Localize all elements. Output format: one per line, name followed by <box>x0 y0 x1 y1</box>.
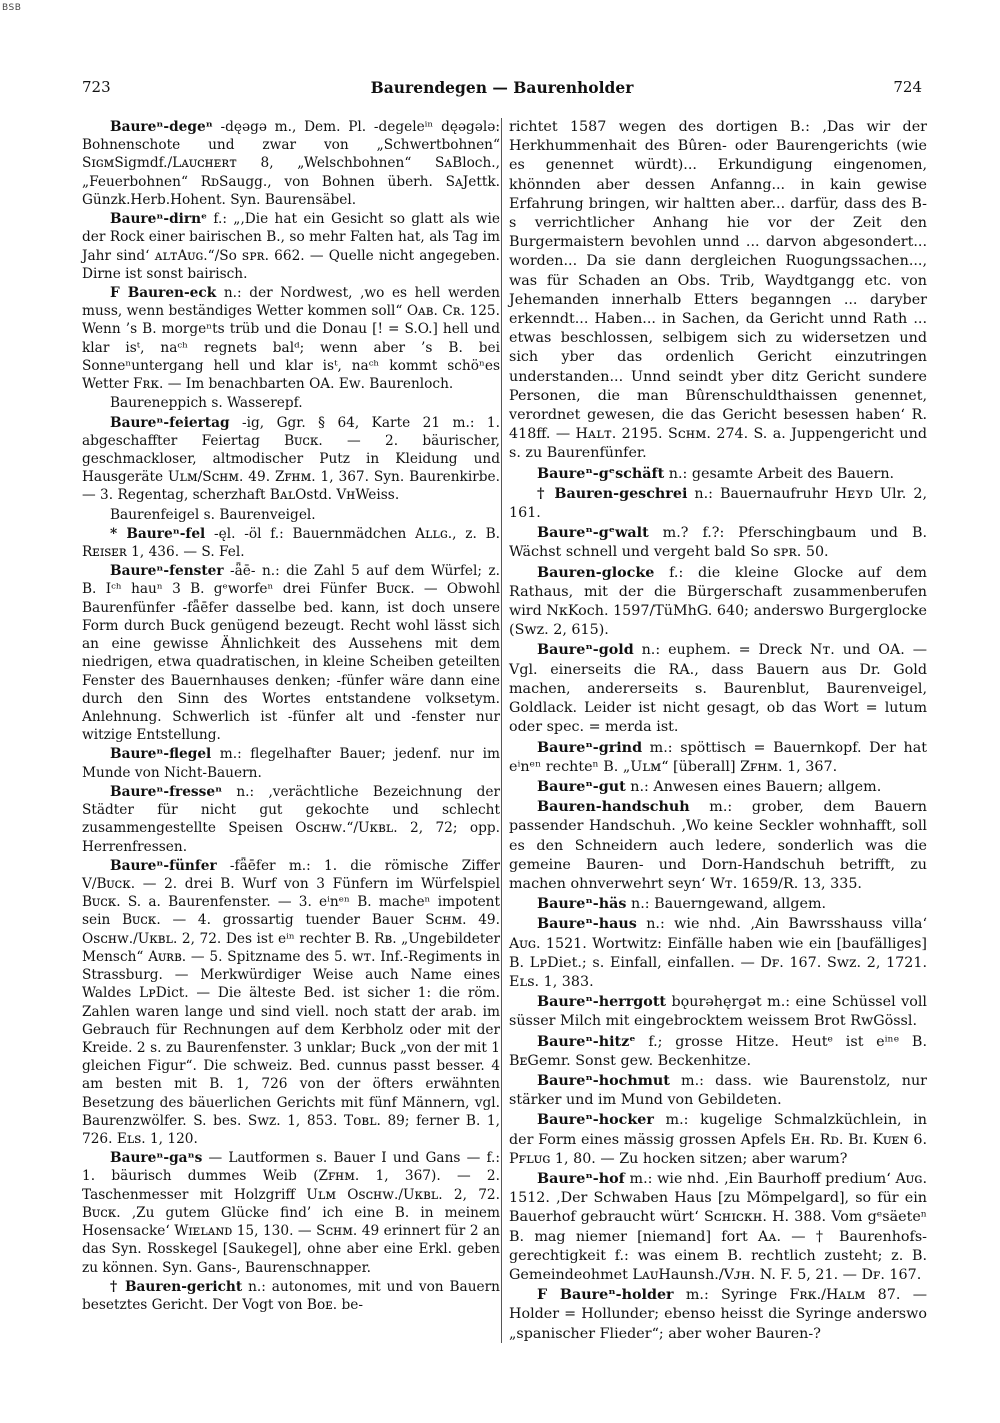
dictionary-entry <box>509 485 927 523</box>
entry-headword: Baureⁿ-fenster <box>110 563 224 580</box>
entry-text: Baureneppich s. Wasserepf. <box>110 395 303 412</box>
entry-text: -dęəgə m., Dem. Pl. -degeleⁱⁿ dęəgələ: Bohnenschote und zwar von „Schwertbohnen“ SɪɢᴍSigmdf./Lᴀᴜᴄʜᴇʀᴛ 8, „Welschbohnen“ SᴀBloch., „Feuerbohnen“ RᴅSaugg., von Bohnen überh. SᴀJettk. Günzk.Herb.Hohent. Syn. Baurensäbel. <box>82 119 500 208</box>
dictionary-entry <box>509 1033 927 1071</box>
dictionary-entry <box>509 1111 927 1169</box>
entry-text: Baurenfeigel s. Baurenveigel. <box>110 506 316 523</box>
entry-text: m.: wie nhd. ‚Ein Baurhoff predium‘ Aᴜɢ. 1512. ‚Der Schwaben Haus [zu Mömpelgard], so für ein Bauerhof gebraucht würt‘ Sᴄʜɪᴄᴋʜ. H. 388. Vom gᵉsäeteⁿ B. mag niemer [niemand] fort Aᴀ. — † Baurenhofs-gerechtigkeit f.: was einem B. rechtlich zusteht; z. B. Gemeindeohmet LᴀᴜHaunsh./Vᴊʜ. N. F. 5, 21. — Dꜰ. 167. <box>509 1170 927 1283</box>
dictionary-entry <box>82 210 500 283</box>
dictionary-entry <box>509 993 927 1031</box>
entry-headword: Baureⁿ-häs <box>537 896 627 913</box>
entry-headword: Baureⁿ-gaⁿs <box>110 1150 203 1167</box>
running-title: Baurendegen — Baurenholder <box>370 78 634 97</box>
entry-headword: Baureⁿ-degeⁿ <box>110 119 213 135</box>
page-number-left: 723 <box>82 78 111 96</box>
entry-headword: Baureⁿ-feiertag <box>110 414 230 431</box>
entry-headword: Baureⁿ-gᵉwalt <box>537 525 649 542</box>
entry-headword: Baureⁿ-hof <box>537 1170 625 1187</box>
dictionary-entry <box>82 857 500 1149</box>
entry-headword: Baureⁿ-dirnᵉ <box>110 211 208 228</box>
entry-text: -ǟē- n.: die Zahl 5 auf dem Würfel; z. B. Iᶜʰ hauⁿ 3 B. gᵉworfeⁿ drei Fünfer Bᴜᴄᴋ. — Obwohl Baurenfünfer -fǟēfer dasselbe bed. kann, ist doch unsere Form durch Buck genügend bezeugt. Recht wohl lässt sich an eine gewisse Ähnlichkeit des Aussehens mit dem niedrigen, etwa quadratischen, in kleine Scheiben geteilten Fenster des Bauernhauses denken; -fünfer wäre dann eine durch den Sinn des Wortes entstandene volksetym. Anlehnung. Schwerlich ist -fünfer alt und -fenster nur witzige Entstellung. <box>82 563 500 744</box>
entry-text: — Lautformen s. Bauer I und Gans — f.: 1. bäurisch dummes Weib (Zꜰʜᴍ. 1, 367). — 2. Taschenmesser mit Holzgriff Uʟᴍ Oꜱᴄʜᴡ./Uᴋʙʟ. 2, 72. Bᴜᴄᴋ. ‚Zu gutem Glücke find’ ich eine B. in meinem Hosensacke‘ Wɪᴇʟᴀɴᴅ 15, 130. — Sᴄʜᴍ. 49 erinnert für 2 an das Syn. Rosskegel [Saukegel], ohne aber eine Erkl. geben zu können. Syn. Gans-, Baurenschnapper. <box>82 1150 500 1276</box>
entry-text: n.: ‚verächtliche Bezeichnung der Städter für nicht gut gekochte und schlecht zusammengestellte Speisen Oꜱᴄʜᴡ.“/Uᴋʙʟ. 2, 72; opp. Herrenfressen. <box>82 783 500 855</box>
entry-text: n.: Bauernaufruhr Hᴇʏᴅ Ulr. 2, 161. <box>509 485 927 522</box>
entry-headword: Bauren-handschuh <box>537 799 690 816</box>
entry-text: n.: Bauerngewand, allgem. <box>626 896 827 913</box>
entry-text: n.: autonomes, mit und von Bauern besetztes Gericht. Der Vogt von Bᴏᴇ. be- <box>82 1278 500 1313</box>
dictionary-entry <box>509 118 927 464</box>
dictionary-entry <box>509 641 927 737</box>
entry-text: n.: wie nhd. ‚Ain Bawrsshauss villa‘ Aᴜɢ. 1521. Wortwitz: Einfälle haben wie ein [baufälliges] B. LᴘDiet.; s. Einfall, einfallen. — Dꜰ. 167. Sᴡᴢ. 2, 1721. Eʟꜱ. 1, 383. <box>509 916 927 990</box>
entry-text: bǫurəhęrgət m.: eine Schüssel voll süsser Milch mit eingebrocktem weissem Brot RwGössl. <box>509 994 927 1030</box>
dictionary-entry <box>509 465 927 484</box>
page-header <box>82 78 922 102</box>
column-divider <box>501 118 502 1343</box>
dictionary-entry <box>82 1149 500 1277</box>
dictionary-entry <box>82 118 500 209</box>
entry-text: richtet 1587 wegen des dortigen B.: ‚Das wir der Herkhummenhait des Bûren- oder Baurengerichts (wie es genennet würdt)... Erkundigung eingenomen, khönnden aber dessen Anfanng... in kain gewise Erfahrung bringen, wir haltten aber... darfür, dass des B-s verrichtlicher Anhang hie vor der Zeit den Burgermaistern bevohlen unnd ... darvon abgesondert... worden... Da sie dann dergleichen Ruogungssachen..., was für Schaden an Obs. Trib, Waydtgangg etc. von Jehemanden innerhalb Etters beganngen ... daryber erkenndt... Haben... in Sachen, da Gericht unnd Rath ... etwas beschlossen, selbigem sich zu widersetzen und sich yber das ordenlich Gericht einzutringen understanden... Unnd seindt yber ditz Gericht sundere Personen, die man Bûrenschuldthaissen genennet, verordnet gewesen, die das Gericht besessen haben‘ R. 418ff. — Hᴀʟᴛ. 2195. Sᴄʜᴍ. 274. S. a. Juppengericht und s. zu Baurenfünfer. <box>509 119 927 462</box>
entry-headword: Baureⁿ-hochmut <box>537 1072 670 1089</box>
entry-text: n.: Anwesen eines Bauern; allgem. <box>625 778 882 795</box>
dictionary-entry <box>509 1286 927 1344</box>
dictionary-entry <box>82 1278 500 1314</box>
dictionary-entry <box>509 1170 927 1285</box>
entry-text: m.: grober, dem Bauern passender Handschuh. ‚Wo keine Seckler wohnhafft, soll es den Schneidern auch ledere, sonderlich was die gemeine Bauren- und Dorn-Handschuh betrifft, zu machen ohnverwehrt seyn‘ Wᴛ. 1659/R. 13, 335. <box>509 799 927 892</box>
dictionary-entry <box>509 739 927 777</box>
entry-text: n.: gesamte Arbeit des Bauern. <box>664 465 895 482</box>
dictionary-entry <box>509 778 927 797</box>
dictionary-entry <box>82 394 500 412</box>
entry-text: m.: dass. wie Baurenstolz, nur stärker und im Mund von Gebildeten. <box>509 1072 927 1109</box>
entry-headword: † Bauren-gericht <box>110 1278 243 1295</box>
dictionary-entry <box>82 414 500 505</box>
dictionary-entry <box>82 284 500 393</box>
entry-text: -ig, Ggr. § 64, Karte 21 m.: 1. abgeschaffter Feiertag Bᴜᴄᴋ. — 2. bäurischer, geschmackloser, altmodischer Putz in Kleidung und Hausgeräte Uʟᴍ/Sᴄʜᴍ. 49. Zꜰʜᴍ. 1, 367. Syn. Baurenkirbe. — 3. Regentag, scherzhaft BᴀʟOstd. VʜWeiss. <box>82 414 500 504</box>
dictionary-entry <box>509 564 927 641</box>
entry-headword: Baureⁿ-flegel <box>110 746 212 763</box>
entry-text: f.: die kleine Glocke auf dem Rathaus, mit der die Bürgerschaft zusammenberufen wird NᴋKoch. 1597/TüMhG. 640; anderswo Burgerglocke (Sᴡᴢ. 2, 615). <box>509 564 927 639</box>
entry-text: n.: euphem. = Dreck Nᴛ. und OA. — Vgl. einerseits die RA., dass Bauern aus Dr. Gold machen, andererseits s. Baurenblut, Baurenveigel, Goldlack. Leider ist nicht gesagt, ob das Wort = lutum oder spec. = merda ist. <box>509 642 927 736</box>
dictionary-entry <box>82 745 500 781</box>
entry-text: m.: flegelhafter Bauer; jedenf. nur im Munde von Nicht-Bauern. <box>82 746 500 781</box>
library-stamp: BSB <box>2 3 22 13</box>
entry-headword: Baureⁿ-herrgott <box>537 994 667 1011</box>
entry-text: m.: kugelige Schmalzküchlein, in der Form eines mässig grossen Apfels Eʜ. Rᴅ. Bɪ. Kᴜᴇɴ 6. Pꜰʟᴜɢ 1, 80. — Zu hocken sitzen; aber warum? <box>509 1112 927 1167</box>
dictionary-entry <box>509 524 927 562</box>
entry-headword: Baureⁿ-fünfer <box>110 857 217 874</box>
entry-text: n.: der Nordwest, ‚wo es hell werden muss, wenn beständiges Wetter kommen soll“ Oᴀʙ. Cʀ. 125. Wenn ’s B. morgeⁿts trüb und die Donau [! = S.O.] hell und klar isᵗ, naᶜʰ regnets balᵈ; wenn aber ’s B. bei Sonneⁿuntergang hell und klar isᵗ, naᶜʰ kommt schöⁿes Wetter Fʀᴋ. — Im benachbarten OA. Eᴡ. Baurenloch. <box>82 284 501 393</box>
entry-headword: Baureⁿ-haus <box>537 916 637 933</box>
entry-text: f.: „‚Die hat ein Gesicht so glatt als wie der Rock einer bairischen B., so mehr Falten hat, als Tag im Jahr sind‘ ᴀʟᴛAᴜɢ.“/Sᴏ ꜱᴘʀ. 662. — Quelle nicht angegeben. Dirne ist sonst bairisch. <box>82 211 500 282</box>
entry-headword: Baureⁿ-gut <box>537 778 626 795</box>
entry-headword: † Bauren-geschrei <box>537 485 688 502</box>
entry-text: f.; grosse Hitze. Heutᵉ ist eⁱⁿᵉ B. BᴇGemr. Sonst gew. Beckenhitze. <box>509 1033 927 1069</box>
dictionary-entry <box>82 783 500 856</box>
dictionary-entry <box>509 1072 927 1110</box>
dictionary-entry <box>509 798 927 894</box>
dictionary-entry <box>82 562 500 744</box>
entry-headword: Baureⁿ-fresseⁿ <box>110 783 223 800</box>
entry-headword: Baureⁿ-gᵉschäft <box>537 465 665 482</box>
left-column <box>82 118 500 1315</box>
right-column <box>509 118 927 1345</box>
entry-headword: * Baureⁿ-fel <box>110 525 206 542</box>
entry-text: -ęl. -öl f.: Bauernmädchen Aʟʟɢ., z. B. Rᴇɪꜱᴇʀ 1, 436. — S. Fel. <box>82 525 500 561</box>
entry-headword: Baureⁿ-grind <box>537 739 643 756</box>
dictionary-entry <box>82 506 500 524</box>
dictionary-entry <box>509 895 927 914</box>
dictionary-entry <box>509 915 927 992</box>
entry-headword: F Bauren-eck <box>110 284 217 301</box>
entry-headword: F Baureⁿ-holder <box>537 1287 674 1304</box>
entry-text: m.? f.?: Pferschingbaum und B. Wächst schnell und vergeht bald Sᴏ ꜱᴘʀ. 50. <box>509 525 927 561</box>
entry-headword: Baureⁿ-gold <box>537 642 634 659</box>
entry-headword: Baureⁿ-hocker <box>537 1112 654 1129</box>
entry-text: -fǟēfer m.: 1. die römische Ziffer V/Bᴜᴄᴋ. — 2. drei B. Wurf von 3 Fünfern im Würfelspiel Bᴜᴄᴋ. S. a. Baurenfenster. — 3. eⁱnᵉⁿ B. macheⁿ impotent sein Bᴜᴄᴋ. — 4. grossartig tuender Bauer Sᴄʜᴍ. 49. Oꜱᴄʜᴡ./Uᴋʙʟ. 2, 72. Des ist eⁱⁿ rechter B. Rʙ. „Ungebildeter Mensch“ Aᴜʀʙ. — 5. Spitzname des 5. ᴡᴛ. Inf.-Regiments in Strassburg. — Merkwürdiger Weise auch Name eines Waldes LᴘDict. — Die älteste Bed. ist sicher 1: die röm. Zahlen waren lange und sind viell. noch statt der arab. im Gebrauch für Rechnungen auf dem Kerbholz oder mit der Kreide. 2 s. zu Baurenfenster. 3 unklar; Buck „von der mit 1 gleichen Figur“. Die schweiz. Bed. cunnus passt besser. 4 am besten mit B. 1, 726 von der öfters erwähnten Besetzung des bäuerlichen Gerichts mit fünf Männern, vgl. Baurenzwölfer. S. bes. Sᴡᴢ. 1, 853. Tᴏʙʟ. 89; ferner B. 1, 726. Eʟꜱ. 1, 120. <box>82 857 500 1148</box>
page-number-right: 724 <box>893 78 922 96</box>
dictionary-entry <box>82 525 500 561</box>
entry-text: m.: Syringe Fʀᴋ./Hᴀʟᴍ 87. — Holder = Hollunder; ebenso heisst die Syringe anderswo „spanischer Flieder“; aber woher Bauren-? <box>509 1287 927 1342</box>
entry-headword: Baureⁿ-hitzᵉ <box>537 1033 636 1050</box>
entry-text: m.: spöttisch = Bauernkopf. Der hat eⁱnᵉⁿ rechteⁿ B. „Uʟᴍ“ [überall] Zꜰʜᴍ. 1, 367. <box>509 739 927 775</box>
entry-headword: Bauren-glocke <box>537 564 655 581</box>
